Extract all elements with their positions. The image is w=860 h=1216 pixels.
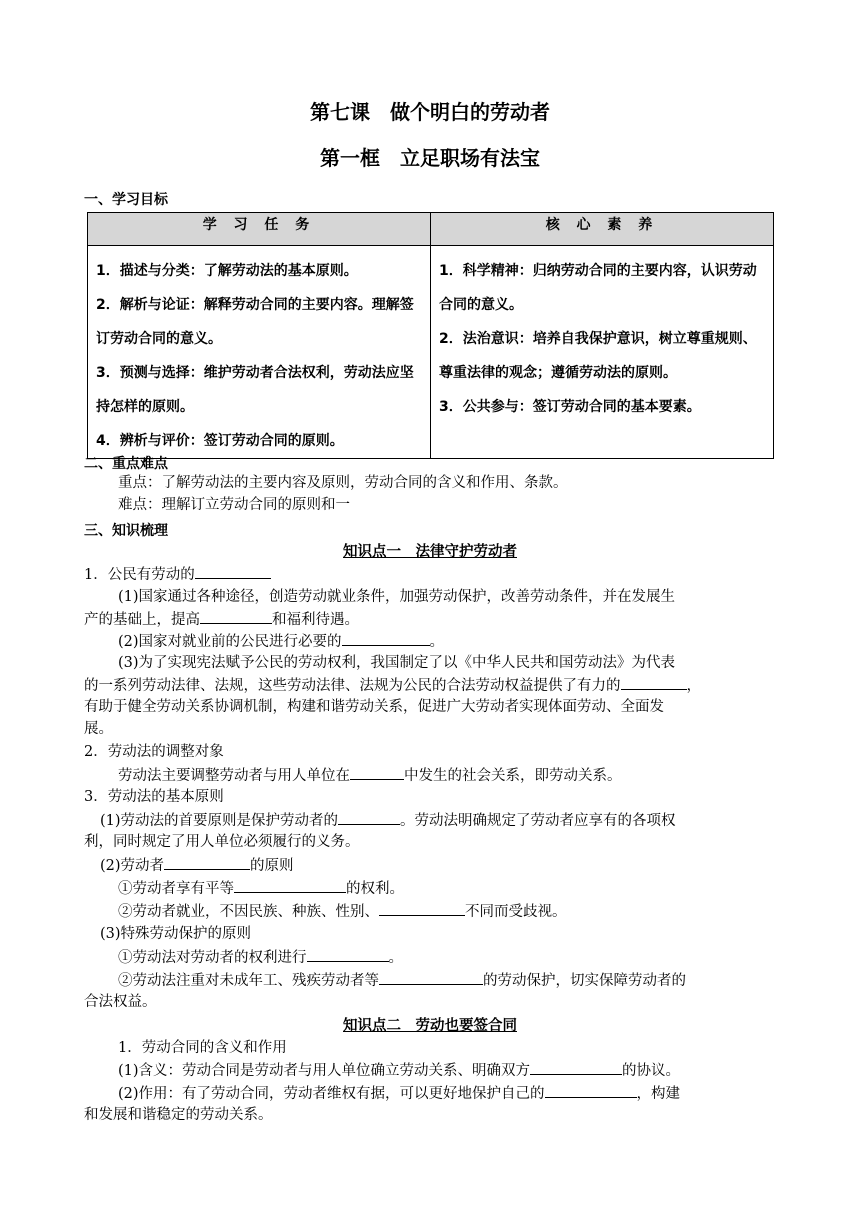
lesson-title: 第七课 做个明白的劳动者 xyxy=(310,100,550,124)
kp1-line: 展。 xyxy=(84,721,113,737)
kp1-line: (3)为了实现宪法赋予公民的劳动权利，我国制定了以《中华人民共和国劳动法》为代表 xyxy=(118,655,676,671)
fill-blank[interactable] xyxy=(379,969,483,985)
kp1-line: (2)国家对就业前的公民进行必要的 。 xyxy=(118,630,444,653)
knowledge-point-2-title: 知识点二 劳动也要签合同 xyxy=(343,1018,517,1034)
kp2-line: 和发展和谐稳定的劳动关系。 xyxy=(84,1107,273,1123)
tasks-cell xyxy=(88,246,431,459)
task-item: 1．描述与分类：了解劳动法的基本原则。 xyxy=(96,263,358,279)
kp1-line: (2)劳动者 的原则 xyxy=(100,854,294,877)
kp1-line: 有助于健全劳动关系协调机制，构建和谐劳动关系，促进广大劳动者实现体面劳动、全面发 xyxy=(84,699,664,715)
section-heading-goals: 一、学习目标 xyxy=(84,192,168,208)
learning-goals-table xyxy=(87,212,774,459)
kp1-line: ②劳动者就业，不因民族、种族、性别、 不同而受歧视。 xyxy=(118,900,567,923)
difficult-point-text: 难点：理解订立劳动合同的原则和一 xyxy=(118,497,350,513)
kp1-line: ②劳动法注重对未成年工、残疾劳动者等 的劳动保护，切实保障劳动者的 xyxy=(118,969,686,992)
kp1-line: (1)劳动法的首要原则是保护劳动者的 。劳动法明确规定了劳动者应享有的各项权 xyxy=(100,809,676,832)
fill-blank[interactable] xyxy=(530,1059,622,1075)
frame-title: 第一框 立足职场有法宝 xyxy=(320,146,540,170)
competency-item: 3．公共参与：签订劳动合同的基本要素。 xyxy=(439,399,701,415)
fill-blank[interactable] xyxy=(545,1082,637,1098)
kp1-line: 2．劳动法的调整对象 xyxy=(84,744,224,760)
table-header-competencies: 核 心 素 养 xyxy=(431,213,774,246)
key-point-text: 重点：了解劳动法的主要内容及原则，劳动合同的含义和作用、条款。 xyxy=(118,475,568,491)
knowledge-point-1-title: 知识点一 法律守护劳动者 xyxy=(343,544,517,560)
kp1-line: (3)特殊劳动保护的原则 xyxy=(100,926,252,942)
fill-blank[interactable] xyxy=(379,900,465,916)
fill-blank[interactable] xyxy=(195,563,271,579)
kp1-line: ①劳动者享有平等 的权利。 xyxy=(118,877,404,900)
kp1-line: 劳动法主要调整劳动者与用人单位在 中发生的社会关系，即劳动关系。 xyxy=(118,764,622,787)
task-item: 2．解析与论证：解释劳动合同的主要内容。理解签订劳动合同的意义。 xyxy=(96,297,414,347)
fill-blank[interactable] xyxy=(200,608,272,624)
fill-blank[interactable] xyxy=(338,809,400,825)
kp1-line: 3．劳动法的基本原则 xyxy=(84,789,224,805)
fill-blank[interactable] xyxy=(350,764,404,780)
competency-item: 1．科学精神：归纳劳动合同的主要内容，认识劳动合同的意义。 xyxy=(439,263,757,313)
task-item: 4．辨析与评价：签订劳动合同的原则。 xyxy=(96,433,344,449)
task-item: 3．预测与选择：维护劳动者合法权利，劳动法应坚持怎样的原则。 xyxy=(96,365,414,415)
kp1-line: 利，同时规定了用人单位必须履行的义务。 xyxy=(84,834,360,850)
kp1-line: 合法权益。 xyxy=(84,994,157,1010)
fill-blank[interactable] xyxy=(342,630,430,646)
kp1-line: (1)国家通过各种途径，创造劳动就业条件，加强劳动保护，改善劳动条件，并在发展生 xyxy=(118,589,676,605)
fill-blank[interactable] xyxy=(307,946,389,962)
competencies-cell xyxy=(431,246,774,459)
kp1-line: 1．公民有劳动的 xyxy=(84,563,271,586)
kp2-line: 1．劳动合同的含义和作用 xyxy=(118,1040,287,1056)
kp1-line: 的一系列劳动法律、法规，这些劳动法律、法规为公民的合法劳动权益提供了有力的 ， xyxy=(84,674,701,697)
section-heading-knowledge: 三、知识梳理 xyxy=(84,523,168,539)
fill-blank[interactable] xyxy=(621,674,687,690)
kp2-line: (1)含义：劳动合同是劳动者与用人单位确立劳动关系、明确双方 的协议。 xyxy=(118,1059,680,1082)
section-heading-key-points: 二、重点难点 xyxy=(84,456,168,472)
fill-blank[interactable] xyxy=(234,877,346,893)
competency-item: 2．法治意识：培养自我保护意识，树立尊重规则、尊重法律的观念；遵循劳动法的原则。 xyxy=(439,331,757,381)
kp2-line: (2)作用：有了劳动合同，劳动者维权有据，可以更好地保护自己的 ，构建 xyxy=(118,1082,680,1105)
kp1-line: ①劳动法对劳动者的权利进行 。 xyxy=(118,946,403,969)
table-header-tasks: 学 习 任 务 xyxy=(88,213,431,246)
fill-blank[interactable] xyxy=(164,854,250,870)
kp1-line: 产的基础上，提高 和福利待遇。 xyxy=(84,608,359,631)
